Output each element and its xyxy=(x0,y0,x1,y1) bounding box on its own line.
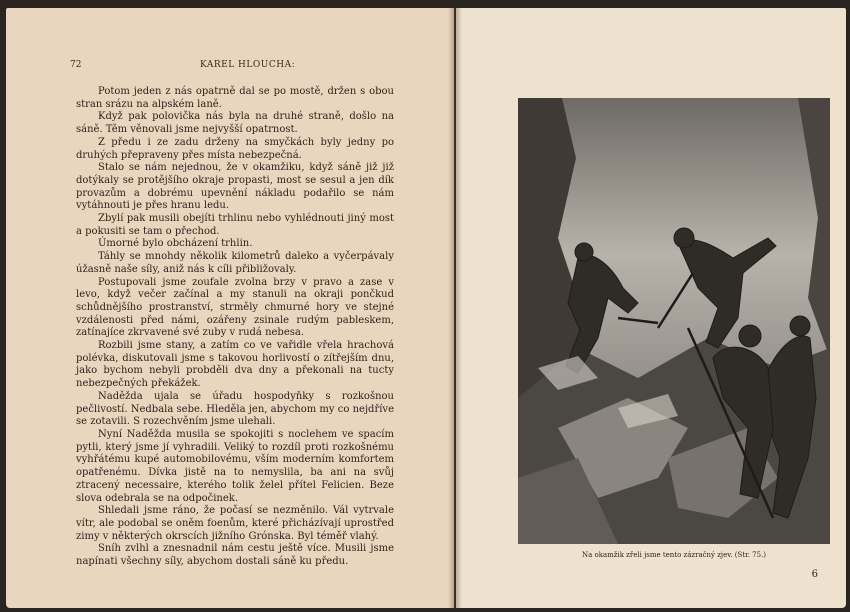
paragraph: Z předu i ze zadu drženy na smyčkách byly jedny po druhých přepraveny přes místa nebezpečná. xyxy=(76,136,394,161)
paragraph: Sníh zvlhl a znesnadnil nám cestu ještě více. Musili jsme napínati všechny síly, abychom dostali sáně ku předu. xyxy=(76,543,394,568)
paragraph: Zbylí pak musili obejíti trhlinu nebo vyhlédnouti jiný most a pokusiti se tam o přechod. xyxy=(76,213,394,237)
paragraph: Stalo se nám nejednou, že v okamžiku, když sáně již již dotýkaly se protějšího okraje propasti, most se sesul a jen dík provazům a dobrému upevnění nákladu podařilo se nám vytáhnouti je přes hranu ledu. xyxy=(76,162,394,212)
paragraph: Potom jeden z nás opatrně dal se po mostě, držen s obou stran srázu na alpském laně. xyxy=(76,86,394,110)
paragraph: Úmorné bylo obcházení trhlin. xyxy=(98,238,253,250)
right-page-number: 6 xyxy=(811,569,818,580)
paragraph: Postupovali jsme zoufale zvolna brzy v pravo a zase v levo, když večer začínal a my stanuli na okraji pončkud schůdnějšího prostranství, strměly chmurné hory ve stejné vzdálenosti před námi, ozářeny zsinale rudým pableskem, zatínajíce zkrvavené své zuby v rudá nebesa. xyxy=(76,276,394,339)
paragraph: Táhly se mnohdy několik kilometrů daleko a vyčerpávaly úžasně naše síly, aniž nás k cíli přibližovaly. xyxy=(76,251,394,275)
illustration-caption: Na okamžik zřeli jsme tento zázračný zjev. (Str. 75.) xyxy=(582,551,767,559)
paragraph: Shledali jsme ráno, že počasí se nezměnilo. Vál vytrvale vítr, ale podobal se oněm foenům, které přicházívají uprostřed zimy v některých okrscích jižního Grónska. Byl téměř vlahý. xyxy=(76,505,394,542)
left-page-number: 72 xyxy=(70,60,82,70)
paragraph: Naděžda ujala se úřadu hospodyňky s rozkošnou pečlivostí. Nedbala sebe. Hleděla jen, abychom my co nejdříve se zotavili. S rozechvěním jsme ulehali. xyxy=(76,390,394,428)
paragraph: Když pak polovička nás byla na druhé straně, došlo na sáně. Těm věnovali jsme nejvyšší opatrnost. xyxy=(76,111,394,136)
paragraph: Rozbili jsme stany, a zatím co ve vařidle vřela hrachová polévka, diskutovali jsme s takovou horlivostí o zítřejším dnu, jako bychom nebyli probděli dva dny a překonali na tucty nebezpečných překážek. xyxy=(76,340,394,390)
body-text xyxy=(76,86,394,569)
mountain-climbers-illustration xyxy=(518,98,830,544)
illustration-plate xyxy=(518,98,830,544)
paragraph: Nyní Naděžda musila se spokojiti s noclehem ve spacím pytli, který jsme jí vyhradili. Veliký to rozdíl proti rozkošnému vyhřátému kupé automobilovému, vším moderním komfortem opatřenému. Dívka jistě na to nemyslila, ba ani na svůj ztracený necessaire, kterého tolik želel přítel Felicien. Beze slova odebrala se na odpočinek. xyxy=(76,428,394,504)
right-page-content xyxy=(456,8,846,608)
running-head: KAREL HLOUCHA: xyxy=(200,60,296,70)
